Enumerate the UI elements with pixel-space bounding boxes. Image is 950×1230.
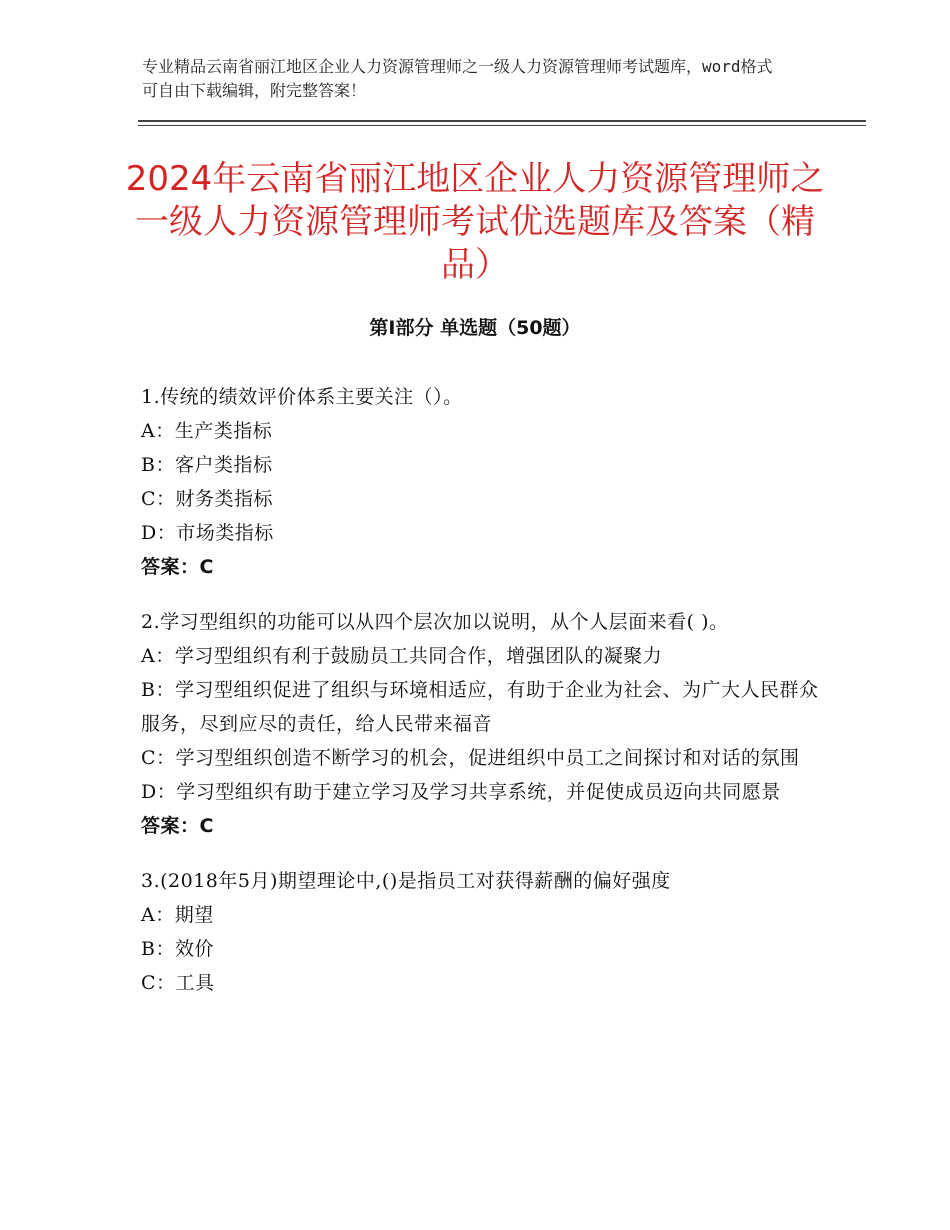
option-c: C：学习型组织创造不断学习的机会，促进组织中员工之间探讨和对话的氛围 — [141, 747, 800, 769]
question-stem: 3.(2018年5月)期望理论中,()是指员工对获得薪酬的偏好强度 — [141, 870, 671, 892]
answer-line: 答案：C — [141, 815, 214, 837]
option-c: C：工具 — [141, 972, 215, 994]
header-note: 专业精品云南省丽江地区企业人力资源管理师之一级人力资源管理师考试题库，word格式可自由下载编辑，附完整答案！ — [142, 57, 773, 100]
document-title: 2024年云南省丽江地区企业人力资源管理师之一级人力资源管理师考试优选题库及答案（精品） — [125, 159, 825, 285]
option-b: B：客户类指标 — [141, 454, 273, 476]
question-list — [141, 380, 821, 1021]
option-a: A：生产类指标 — [141, 420, 273, 442]
header-divider — [138, 120, 866, 122]
answer-line: 答案：C — [141, 556, 214, 578]
option-d: D：学习型组织有助于建立学习及学习共享系统，并促使成员迈向共同愿景 — [141, 781, 781, 803]
option-a: A：期望 — [141, 904, 214, 926]
question-3 — [141, 864, 821, 1000]
option-b: B：学习型组织促进了组织与环境相适应，有助于企业为社会、为广大人民群众服务，尽到应尽的责任，给人民带来福音 — [141, 679, 819, 735]
question-1 — [141, 380, 821, 584]
option-d: D：市场类指标 — [141, 522, 274, 544]
question-stem: 1.传统的绩效评价体系主要关注（）。 — [141, 386, 463, 408]
question-2 — [141, 605, 821, 843]
section-heading: 第Ⅰ部分 单选题（50题） — [369, 317, 581, 339]
option-b: B：效价 — [141, 938, 214, 960]
option-a: A：学习型组织有利于鼓励员工共同合作，增强团队的凝聚力 — [141, 645, 663, 667]
header-divider-thin — [138, 125, 866, 126]
option-c: C：财务类指标 — [141, 488, 274, 510]
question-stem: 2.学习型组织的功能可以从四个层次加以说明，从个人层面来看( )。 — [141, 611, 729, 633]
